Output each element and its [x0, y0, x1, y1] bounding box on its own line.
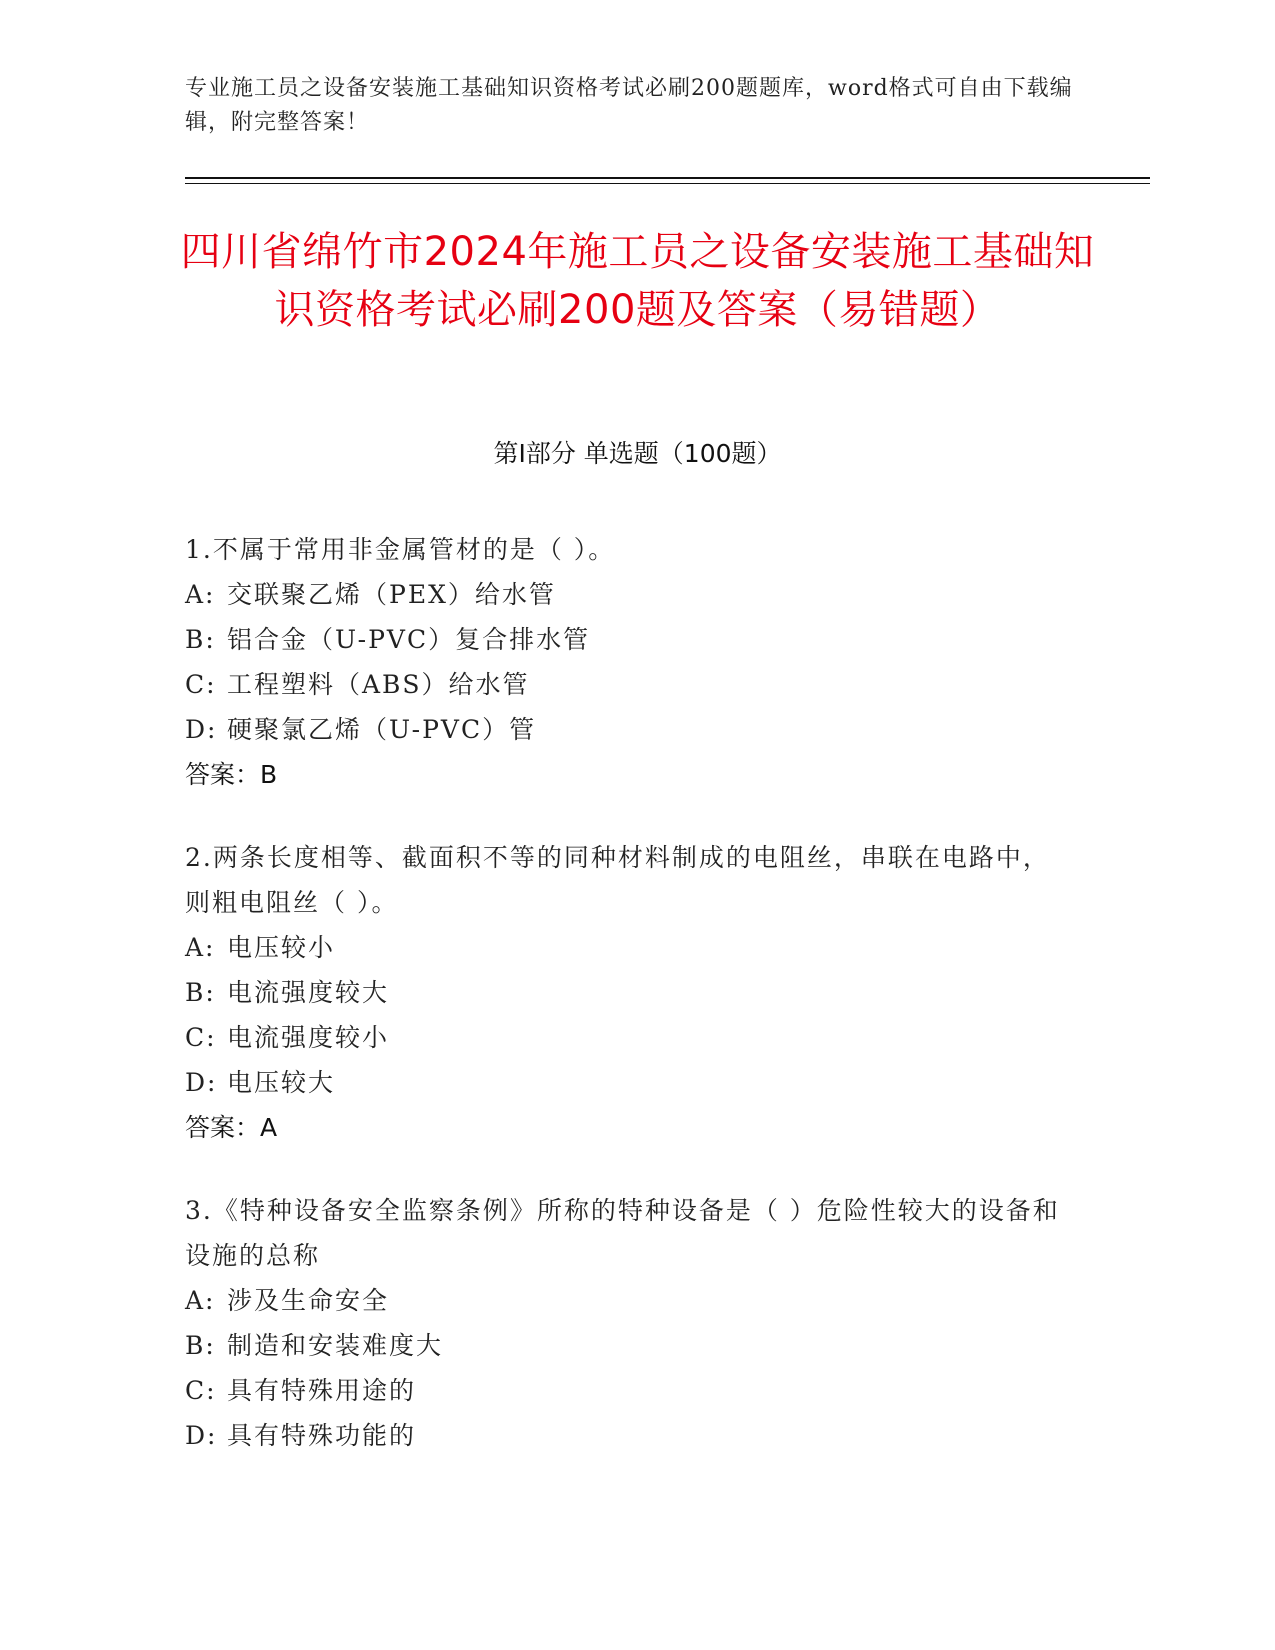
option-c — [185, 1368, 1065, 1413]
option-b — [185, 617, 1065, 662]
option-a — [185, 925, 1065, 970]
option-d — [185, 1413, 1065, 1458]
question-3 — [185, 1188, 1065, 1458]
answer: 答案：A — [185, 1113, 278, 1142]
answer: 答案：B — [185, 760, 278, 789]
option-key: A: — [185, 580, 216, 609]
option-c — [185, 1015, 1065, 1060]
option-key: D: — [185, 1068, 218, 1097]
option-key: D: — [185, 1421, 218, 1450]
option-text: 交联聚乙烯（PEX）给水管 — [227, 580, 556, 609]
option-text: 电流强度较小 — [227, 1023, 390, 1052]
option-c — [185, 662, 1065, 707]
option-d — [185, 1060, 1065, 1105]
question-stem: 1.不属于常用非金属管材的是（ ）。 — [185, 535, 616, 564]
question-stem: 3.《特种设备安全监察条例》所称的特种设备是（ ）危险性较大的设备和设施的总称 — [185, 1196, 1060, 1270]
option-key: A: — [185, 1286, 216, 1315]
question-1 — [185, 527, 1065, 797]
option-text: 工程塑料（ABS）给水管 — [227, 670, 530, 699]
option-text: 铝合金（U-PVC）复合排水管 — [227, 625, 591, 654]
option-key: B: — [185, 1331, 216, 1360]
section-heading: 第Ⅰ部分 单选题（100题） — [493, 439, 782, 468]
option-text: 制造和安装难度大 — [227, 1331, 444, 1360]
option-b — [185, 1323, 1065, 1368]
question-list — [185, 527, 1065, 1496]
option-text: 电压较大 — [227, 1068, 336, 1097]
option-text: 具有特殊功能的 — [227, 1421, 417, 1450]
option-a — [185, 572, 1065, 617]
document-title: 四川省绵竹市2024年施工员之设备安装施工基础知识资格考试必刷200题及答案（易错题） — [180, 229, 1095, 333]
option-key: B: — [185, 978, 216, 1007]
header-note: 专业施工员之设备安装施工基础知识资格考试必刷200题题库，word格式可自由下载编辑，附完整答案！ — [185, 76, 1073, 135]
option-a — [185, 1278, 1065, 1323]
question-stem: 2.两条长度相等、截面积不等的同种材料制成的电阻丝，串联在电路中，则粗电阻丝（ ）。 — [185, 843, 1050, 917]
option-key: C: — [185, 1376, 217, 1405]
option-key: A: — [185, 933, 216, 962]
option-b — [185, 970, 1065, 1015]
option-key: C: — [185, 1023, 217, 1052]
option-key: D: — [185, 715, 218, 744]
header-divider-thick — [185, 177, 1150, 179]
option-key: C: — [185, 670, 217, 699]
option-text: 电压较小 — [227, 933, 336, 962]
header-divider-thin — [185, 183, 1150, 184]
question-2 — [185, 835, 1065, 1150]
option-text: 硬聚氯乙烯（U-PVC）管 — [227, 715, 537, 744]
option-text: 电流强度较大 — [227, 978, 390, 1007]
option-text: 具有特殊用途的 — [227, 1376, 417, 1405]
option-key: B: — [185, 625, 216, 654]
option-d — [185, 707, 1065, 752]
option-text: 涉及生命安全 — [227, 1286, 390, 1315]
